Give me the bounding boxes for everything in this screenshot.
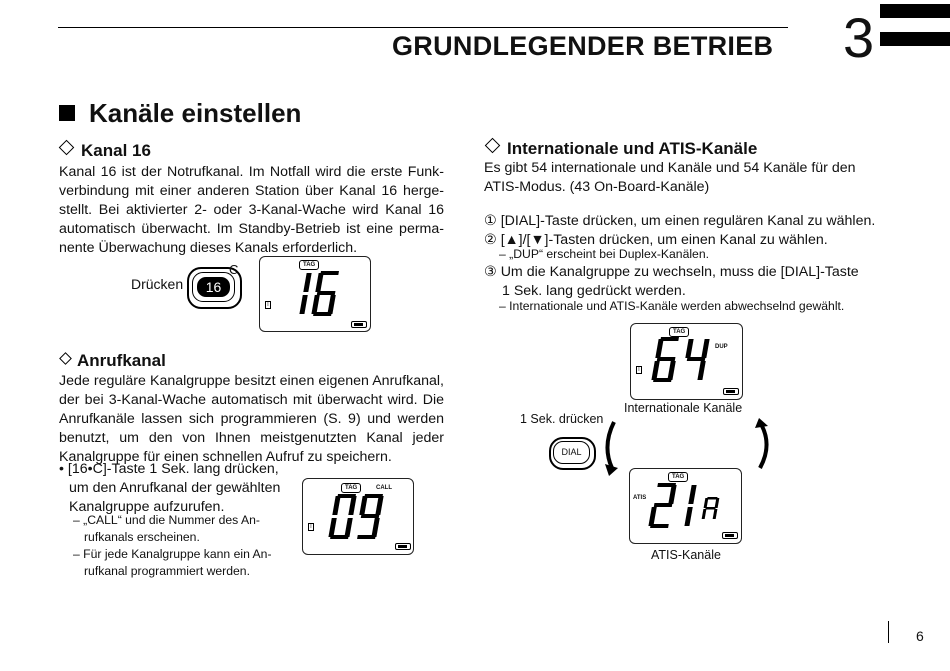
- step-text: [▲]/[▼]-Tasten drücken, um einen Kanal zu wählen.: [500, 232, 828, 248]
- anrufkanal-heading-text: Anrufkanal: [77, 351, 166, 370]
- step-3-line: [484, 263, 859, 282]
- lcd-tag-indicator: TAG: [299, 260, 319, 270]
- anrufkanal-line: benutzt, um den von Ihnen meistgenutzten Kanal jeder: [59, 430, 444, 446]
- international-line: Es gibt 54 internationale und Kanäle und 54 Kanäle für den: [484, 160, 856, 176]
- arrow-up-icon: [752, 416, 774, 476]
- step-1: [484, 212, 875, 231]
- lcd-channel-digits: [655, 337, 713, 383]
- battery-icon: [723, 388, 739, 395]
- section-title: Kanäle einstellen: [89, 98, 302, 128]
- chapter-tab-bar-bottom: [880, 32, 950, 46]
- chapter-title: GRUNDLEGENDER BETRIEB: [392, 31, 774, 61]
- battery-icon: [722, 532, 738, 539]
- step-text: Um die Kanalgruppe zu wechseln, muss die [DIAL]-Taste: [500, 264, 859, 280]
- atis-caption: ATIS-Kanäle: [651, 548, 721, 562]
- lcd-channel-digits: [332, 494, 388, 540]
- kanal16-heading-text: Kanal 16: [81, 141, 151, 160]
- international-heading-text: Internationale und ATIS-Kanäle: [507, 139, 758, 158]
- step-text: [DIAL]-Taste drücken, um einen regulären Kanal zu wählen.: [500, 213, 876, 229]
- kanal16-heading: [58, 141, 151, 161]
- diamond-icon: [485, 138, 501, 154]
- note-line: – Für jede Kanalgruppe kann ein An-: [73, 547, 272, 561]
- anrufkanal-line: Anrufkanäle lassen sich programmieren (S. 9) und werden: [59, 411, 444, 427]
- battery-icon: [395, 543, 411, 550]
- battery-icon: [351, 321, 367, 328]
- kanal16-line: Kanal 16 ist der Notrufkanal. Im Notfall wird die erste Funk-: [59, 164, 444, 180]
- diamond-icon: [59, 352, 72, 365]
- note-line: rufkanal programmiert werden.: [84, 564, 250, 578]
- anrufkanal-notes: [73, 512, 272, 580]
- page-number: 6: [916, 628, 924, 644]
- lcd-display-ch16: [259, 256, 371, 332]
- arrow-down-icon: [600, 418, 622, 478]
- step-number: ③: [484, 264, 497, 280]
- international-paragraph: [484, 159, 856, 197]
- ch16-button[interactable]: 16: [197, 277, 230, 297]
- lcd-tag-indicator: TAG: [669, 327, 689, 337]
- lcd-mode-icon: I: [636, 366, 642, 374]
- step-text: 1 Sek. lang gedrückt werden.: [502, 283, 686, 299]
- step-note: – „DUP“ erscheint bei Duplex-Kanälen.: [499, 247, 709, 261]
- footer-rule: [888, 621, 889, 643]
- lcd-mode-icon: I: [308, 523, 314, 531]
- note-line: – „CALL“ und die Nummer des An-: [73, 513, 260, 527]
- lcd-display-atis: [629, 468, 742, 544]
- bullet-line: um den Anrufkanal der gewählten: [69, 480, 281, 496]
- anrufkanal-line: Kanalgruppe für einen schnellen Aufruf zu speichern.: [59, 449, 392, 465]
- lcd-channel-digits: [297, 271, 347, 317]
- anrufkanal-paragraph: [59, 372, 444, 467]
- press-hold-label: 1 Sek. drücken: [520, 412, 604, 426]
- ch16-button-superscript: C: [229, 262, 239, 277]
- kanal16-paragraph: [59, 163, 444, 258]
- lcd-channel-digits: [652, 483, 728, 529]
- lcd-mode-icon: I: [265, 301, 271, 309]
- international-heading: [484, 139, 757, 159]
- international-line: ATIS-Modus. (43 On-Board-Kanäle): [484, 179, 710, 195]
- intl-caption: Internationale Kanäle: [624, 401, 743, 415]
- step-note: – Internationale und ATIS-Kanäle werden abwechselnd gewählt.: [499, 299, 845, 313]
- diamond-icon: [59, 140, 75, 156]
- chapter-number: 3: [843, 6, 875, 69]
- press-label: Drücken: [131, 276, 184, 292]
- anrufkanal-bullet: [59, 460, 280, 517]
- header-rule: [58, 27, 788, 28]
- step-number: ②: [484, 232, 497, 248]
- step-list: [484, 212, 875, 250]
- kanal16-line: nente Überwachung dieses Kanals erforderlich.: [59, 240, 358, 256]
- anrufkanal-line: der bei 3-Kanal-Wache automatisch mit überwacht wird. Die: [59, 392, 444, 408]
- step-number: ①: [484, 213, 497, 229]
- lcd-display-international: [630, 323, 743, 400]
- kanal16-line: verbindung mit einer anderen Station über Kanal 16 herge-: [59, 183, 444, 199]
- lcd-tag-indicator: TAG: [341, 483, 361, 493]
- lcd-atis-indicator: ATIS: [633, 495, 647, 501]
- lcd-call-indicator: CALL: [376, 485, 392, 491]
- lcd-display-call: [302, 478, 414, 555]
- section-heading: [59, 98, 301, 129]
- kanal16-line: stellt. Bei aktivierter 2- oder 3-Kanal-Wache wird Kanal 16: [59, 202, 444, 218]
- step-3: [484, 263, 859, 301]
- lcd-dup-indicator: DUP: [715, 344, 728, 350]
- dial-button[interactable]: DIAL: [553, 441, 590, 464]
- anrufkanal-heading: [58, 351, 166, 371]
- kanal16-line: automatisch überwacht. Im Standby-Betrieb ist eine perma-: [59, 221, 444, 237]
- bullet-line: • [16•C]-Taste 1 Sek. lang drücken,: [59, 461, 279, 477]
- note-line: rufkanals erscheinen.: [84, 530, 200, 544]
- bullet-line: Kanalgruppe aufzurufen.: [69, 499, 225, 515]
- anrufkanal-line: Jede reguläre Kanalgruppe besitzt einen eigenen Anrufkanal,: [59, 373, 444, 389]
- chapter-tab-bar-top: [880, 4, 950, 18]
- square-bullet-icon: [59, 105, 75, 121]
- lcd-tag-indicator: TAG: [668, 472, 688, 482]
